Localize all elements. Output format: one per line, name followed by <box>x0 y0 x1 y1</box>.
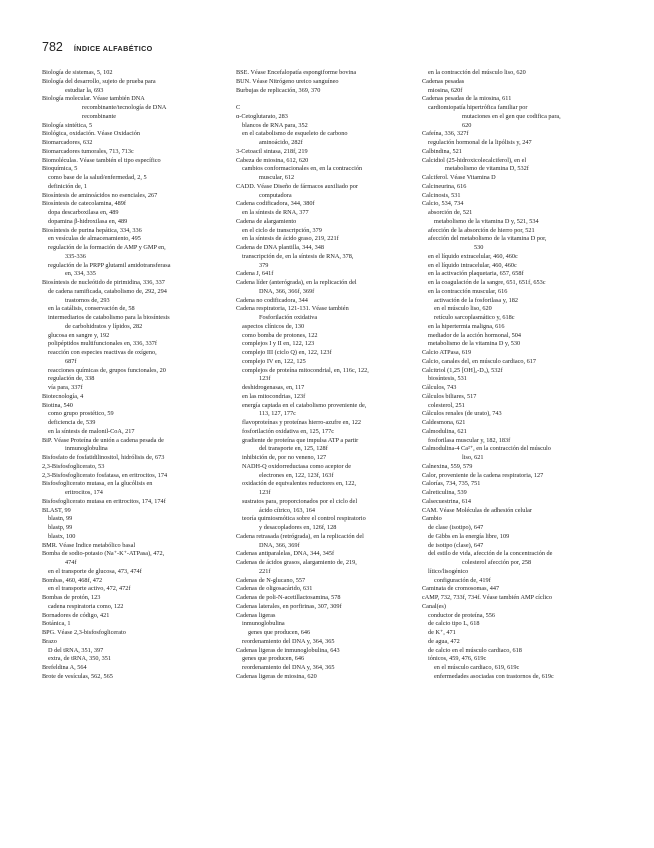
index-entry: Biosíntesis de catecolamina, 489f <box>42 200 127 208</box>
index-subentry: vía para, 337f <box>48 384 83 391</box>
index-subentry: metabolismo de la vitamina D y, 530 <box>428 340 521 348</box>
index-subentry: 474f <box>65 559 77 566</box>
index-subentry: configuración de, 419f <box>434 576 491 584</box>
index-entry: Bisfosfoglicerato mutasa, en la glucólisis en <box>42 480 153 488</box>
index-subentry: en el músculo cardiaco, 619, 619c <box>434 664 520 671</box>
index-entry: Calcitriol (1,25 [OH]₂-D₃), 532f <box>422 366 503 374</box>
index-subentry: regulación hormonal de la lipólisis y, 247 <box>428 139 532 146</box>
index-entry: Cabeza de miosina, 612, 620 <box>236 156 309 164</box>
index-subentry: en la coagulación de la sangre, 651, 651f, 653c <box>428 279 546 286</box>
index-subentry: mediador de la acción hormonal, 504 <box>428 331 522 339</box>
index-subentry: metabolismo de la vitamina D y, 521, 534 <box>434 217 539 225</box>
index-entry: Cadenas ligeras de inmunoglobulina, 643 <box>236 646 340 654</box>
index-subentry: en la contracción del músculo liso, 620 <box>428 69 526 76</box>
index-subentry: 335-336 <box>65 252 86 260</box>
index-entry: Brefeldina A, 564 <box>42 664 87 671</box>
index-subentry: muscular, 612 <box>259 174 295 181</box>
index-entry: Bioquímica, 5 <box>42 165 78 173</box>
index-subentry: electrones en, 122, 123f, 163f <box>259 471 334 479</box>
index-subentry: computadora <box>259 191 292 199</box>
index-subentry: teoría quimiosmótica sobre el control respiratorio <box>242 515 366 523</box>
page-number: 782 <box>42 40 63 54</box>
index-entry: Cadenas ligeras de miosina, 620 <box>236 672 317 680</box>
index-entry: Cadena retrasada (retrógrada), en la replicación del <box>236 532 364 540</box>
index-entry: Cadenas de oligosacárido, 631 <box>236 585 313 593</box>
index-subentry: iónicos, 459, 476, 619c <box>428 655 487 663</box>
index-entry: Brote de vesículas, 562, 565 <box>42 672 113 680</box>
index-subentry: en la síntesis de malonil-CoA, 217 <box>48 427 135 435</box>
index-subentry: deficiencia de, 539 <box>48 419 96 426</box>
index-entry: Caminata de cromosomas, 447 <box>422 585 500 593</box>
index-subentry: reacciones químicas de, grupos funcionales, 20 <box>48 366 166 374</box>
index-subentry: en vesículas de almacenamiento, 495 <box>48 235 141 243</box>
index-subentry: y desacopladores en, 126f, 128 <box>259 524 337 531</box>
index-entry: Cadenas de ácidos grasos, alargamiento de, 219, <box>236 559 357 566</box>
running-head: ÍNDICE ALFABÉTICO <box>73 44 153 53</box>
index-entry: 2,3-Bisfosfoglicerato fosfatasa, en eritrocitos, 174 <box>42 471 168 479</box>
index-subentry: en el líquido extracelular, 460, 460c <box>428 252 518 260</box>
index-entry: Cálculos renales (de urato), 743 <box>422 410 502 418</box>
index-subentry: blastn, 99 <box>48 515 73 523</box>
index-subentry: cadena respiratoria como, 122 <box>48 602 124 610</box>
index-entry: Bornadores de código, 421 <box>42 611 110 619</box>
index-entry: Cálculos biliares, 517 <box>422 392 477 400</box>
index-subentry: metabolismo de vitamina D, 532f <box>445 165 529 173</box>
index-subentry: en la contracción muscular, 616 <box>428 287 508 295</box>
index-subentry: en el ciclo de transcripción, 379 <box>242 226 322 234</box>
index-entry: Calciferol. Véase Vitamina D <box>422 174 496 181</box>
index-subentry: de isotipo (clase), 647 <box>428 541 484 549</box>
index-subentry: colesterol afección por, 258 <box>462 559 532 566</box>
index-subentry: energía captada en el catabolismo proveniente de, <box>242 401 367 409</box>
index-entry: BPG. Véase 2,3-bisfosfoglicerato <box>42 629 126 636</box>
index-entry: Calreticulina, 539 <box>422 489 467 496</box>
index-subentry: fosforilación oxidativa en, 125, 177c <box>242 427 334 435</box>
index-subentry: conductor de proteína, 556 <box>428 611 495 619</box>
index-subentry: como bomba de protones, 122 <box>242 331 318 339</box>
index-subentry: 123f <box>259 489 271 496</box>
index-entry: BLAST, 99 <box>42 506 71 514</box>
index-subentry: afección del metabolismo de la vitamina D por, <box>428 235 547 243</box>
index-subentry: en el catabolismo de esqueleto de carbono <box>242 130 348 138</box>
index-subentry: deshidrogenasas, en, 117 <box>242 384 305 391</box>
index-subentry: en la hipertermia maligna, 616 <box>428 322 505 330</box>
index-subentry: reacción con especies reactivas de oxígeno, <box>48 349 157 356</box>
index-subentry: cambios conformacionales en, en la contracción <box>242 165 363 173</box>
index-subentry: extra, de tRNA, 350, 351 <box>48 655 112 663</box>
index-entry: Calor, proveniente de la cadena respiratoria, 127 <box>422 471 544 479</box>
index-subentry: inmunoglobulina <box>242 620 285 628</box>
index-entry: Bomba de sodio-potasio (Na⁺-K⁺-ATPasa), 472, <box>42 550 165 558</box>
index-subentry: activación de la fosforilasa y, 182 <box>434 296 518 304</box>
index-subentry: miosina, 620f <box>428 86 463 94</box>
index-subentry: de cadena ramificada, catabolismo de, 292, 294 <box>48 287 167 295</box>
index-entry: α-Cetoglutarato, 283 <box>236 112 288 120</box>
index-entry: Bombas de protón, 123 <box>42 594 101 601</box>
index-column-3 <box>422 69 620 682</box>
index-subentry: liso, 621 <box>462 454 484 461</box>
index-subentry: 687f <box>65 357 77 365</box>
index-subentry: regulación de, 338 <box>48 375 95 383</box>
index-subentry: genes que producen, 646 <box>242 655 305 663</box>
index-entry: CADD. Véase Diseño de fármacos auxiliado por <box>236 182 358 190</box>
index-entry: Calcineurina, 616 <box>422 182 467 190</box>
page-header <box>42 40 153 54</box>
index-entry: 2,3-Bisfosfoglicerato, 53 <box>42 462 105 470</box>
index-subentry: 379 <box>259 261 269 269</box>
index-subentry: complejo IV en, 122, 125 <box>242 357 306 365</box>
index-subentry: blastx, 100 <box>48 532 76 540</box>
index-subentry: blastp, 99 <box>48 524 73 531</box>
index-entry: Calcinosis, 531 <box>422 191 461 199</box>
index-entry: Calnexina, 559, 579 <box>422 462 473 470</box>
index-entry: Calmodulina-4 Ca²⁺, en la contracción del músculo <box>422 445 551 453</box>
index-subentry: aminoácido, 282f <box>259 139 303 146</box>
index-subentry: reordenamiento del DNA y, 364, 365 <box>242 664 335 671</box>
index-subentry: cardiomiopatía hipertrófica familiar por <box>428 104 528 111</box>
index-subentry: biosíntesis, 531 <box>428 375 467 383</box>
index-subentry: 620 <box>462 121 472 129</box>
index-subentry: NADH-Q oxidorreductasa como aceptor de <box>242 462 351 470</box>
index-entry: Cadena codificadora, 344, 380f <box>236 200 315 208</box>
index-entry: Cadenas antiparalelas, DNA, 344, 345f <box>236 550 335 558</box>
index-subentry: en el líquido intracelular, 460, 460c <box>428 261 517 269</box>
index-subentry: eritrocitos, 174 <box>65 489 103 496</box>
index-subentry: sustratos para, proporcionados por el ciclo del <box>242 497 358 505</box>
index-entry: Biosíntesis de purina hepática, 334, 336 <box>42 226 142 234</box>
index-entry: Cálculos, 743 <box>422 384 457 391</box>
index-subentry: del estilo de vida, afección de la concentración de <box>428 550 553 558</box>
index-subentry: oxidación de equivalentes reductores en, 122, <box>242 480 357 488</box>
index-subentry: absorción de, 521 <box>428 209 473 216</box>
index-subentry: de K⁺, 471 <box>428 629 456 636</box>
index-subentry: en el transporte activo, 472, 472f <box>48 585 131 593</box>
index-subentry: fosforilasa muscular y, 182, 183f <box>428 436 511 444</box>
index-entry: BiP. Véase Proteína de unión a cadena pesada de <box>42 436 164 444</box>
index-subentry: en el músculo liso, 620 <box>434 305 492 313</box>
index-entry: Cafeína, 336, 327f <box>422 130 469 138</box>
index-entry: Bisfosfato de fosfatidilinositol, hidrólisis de, 673 <box>42 454 165 461</box>
index-subentry: 113, 127, 177c <box>259 410 296 418</box>
index-entry: Biología molecular. Véase también DNA <box>42 95 145 103</box>
index-entry: Calmodulina, 621 <box>422 427 467 435</box>
index-subentry: enfermedades asociadas con trastornos de, 619c <box>434 672 554 680</box>
index-subentry: inmunoglobulina <box>65 445 108 453</box>
index-column-2 <box>236 69 418 682</box>
index-subentry: en el transporte de glucosa, 473, 474f <box>48 567 142 575</box>
index-entry: C <box>236 104 241 111</box>
index-subentry: de calcio tipo L, 618 <box>428 620 480 628</box>
index-subentry: definición de, 1 <box>48 182 88 190</box>
index-subentry: retículo sarcoplasmático y, 618c <box>434 314 515 321</box>
index-entry: BMR. Véase Índice metabólico basal <box>42 541 136 549</box>
index-subentry: DNA, 366, 369f <box>259 541 300 549</box>
index-column-1 <box>42 69 224 682</box>
index-entry: Calcidiol (25-hidroxicolecalciferol), en el <box>422 156 527 164</box>
index-subentry: transcripción de, en la síntesis de RNA, 378, <box>242 252 354 260</box>
index-subentry: gradiente de proteína que impulsa ATP a partir <box>242 436 359 444</box>
index-entry: 3-Cetoacil sintasa, 218f, 219 <box>236 147 308 155</box>
index-subentry: recombinante <box>82 112 117 120</box>
index-entry: BSE. Véase Encefalopatía espongiforme bovina <box>236 69 357 76</box>
index-subentry: de Gibbs en la energía libre, 109 <box>428 532 510 540</box>
index-entry: Biología del desarrollo, sujeto de prueba para <box>42 77 156 85</box>
index-subentry: ácido cítrico, 163, 164 <box>259 506 316 514</box>
index-entry: Biológica, oxidación. Véase Oxidación <box>42 130 140 138</box>
index-subentry: regulación de la PRPP glutamil amidotransferasa <box>48 261 171 269</box>
index-entry: Cadena de alargamiento <box>236 217 297 225</box>
index-subentry: de agua, 472 <box>428 637 460 645</box>
index-subentry: lítico/lisogénico <box>428 567 469 575</box>
index-entry: Calcio, canales del, en músculo cardiaco, 617 <box>422 357 537 365</box>
index-entry: Cadenas pesadas de la miosina, 611 <box>422 95 512 103</box>
index-subentry: D del tRNA, 351, 397 <box>48 646 104 654</box>
index-entry: Cadenas ligeras <box>236 611 276 619</box>
index-subentry: en las mitocondrias, 123f <box>242 392 306 400</box>
index-entry: Biología de sistemas, 5, 102 <box>42 69 113 76</box>
index-entry: Calcio, 534, 734 <box>422 200 464 208</box>
index-subentry: de clase (isotipo), 647 <box>428 524 484 531</box>
index-subentry: glucosa en sangre y, 192 <box>48 331 110 339</box>
index-subentry: complejo III (ciclo Q) en, 122, 123f <box>242 349 332 356</box>
index-entry: Cadena de DNA plantilla, 344, 348 <box>236 244 325 251</box>
index-entry: Biosíntesis de nucleótido de pirimidina, 336, 337 <box>42 279 165 286</box>
index-entry: Biosíntesis de aminoácidos no esenciales, 267 <box>42 191 158 199</box>
index-subentry: de calcio en el músculo cardiaco, 618 <box>428 646 522 654</box>
index-entry: Cadenas laterales, en porfirinas, 307, 309f <box>236 602 342 610</box>
index-entry: BUN. Véase Nitrógeno ureico sanguíneo <box>236 77 339 85</box>
index-subentry: colesterol, 251 <box>428 401 465 409</box>
index-entry: Calsecuestrina, 614 <box>422 497 471 505</box>
index-subentry: genes que producen, 646 <box>248 629 311 636</box>
index-subentry: DNA, 366, 366f, 369f <box>259 287 315 295</box>
index-entry: Bisfosfoglicerato mutasa en eritrocitos, 174, 174f <box>42 497 166 505</box>
index-subentry: 123f <box>259 375 271 383</box>
index-subentry: trastornos de, 293 <box>65 296 110 304</box>
index-entry: Calorías, 734, 735, 751 <box>422 480 481 488</box>
index-entry: Botánica, 1 <box>42 620 71 628</box>
index-subentry: como grupo prostético, 59 <box>48 410 114 418</box>
index-subentry: 530 <box>474 244 484 251</box>
index-entry: Biotina, 540 <box>42 401 73 409</box>
index-subentry: mutaciones en el gen que codifica para, <box>462 112 561 120</box>
index-entry: Calcio ATPasa, 619 <box>422 349 472 356</box>
index-subentry: intermediarios de catabolismo para la biosíntesis <box>48 314 170 321</box>
index-subentry: reordenamiento del DNA y, 364, 365 <box>242 637 335 645</box>
index-entry: Cadenas pesadas <box>422 77 465 85</box>
index-entry: Caldesmona, 621 <box>422 419 466 426</box>
index-subentry: inhibición de, por no veneno, 127 <box>242 454 327 461</box>
index-entry: Cadena líder (anterógrada), en la replicación del <box>236 279 357 286</box>
index-subentry: del transporte en, 125, 128f <box>259 445 328 453</box>
index-entry: Cadena respiratoria, 121-131. Véase también <box>236 305 349 313</box>
index-entry: Cadena J, 641f <box>236 270 274 278</box>
index-subentry: estudiar la, 693 <box>65 86 104 94</box>
index-entry: Cadenas de poli-N-acetillactosamina, 578 <box>236 594 341 601</box>
index-entry: Calbindina, 521 <box>422 147 462 155</box>
index-entry: cAMP, 732, 733f, 734f. Véase también AMP cíclico <box>422 594 553 601</box>
index-subentry: en, 334, 335 <box>65 270 96 278</box>
index-entry: Biomarcadores tumorales, 713, 713c <box>42 147 134 155</box>
index-subentry: en la síntesis de ácido graso, 219, 221f <box>242 235 339 243</box>
index-subentry: en la catálisis, conservación de, 58 <box>48 305 135 313</box>
index-subentry: flavoproteínas y proteínas hierro-azufre en, 122 <box>242 419 362 426</box>
index-subentry: de carbohidratos y lípidos, 282 <box>65 322 143 330</box>
index-entry: Cambio <box>422 515 442 523</box>
index-entry: Biología sintética, 5 <box>42 121 93 129</box>
index-subentry: regulación de la formación de AMP y GMP en, <box>48 244 166 251</box>
index-subentry: en la síntesis de RNA, 377 <box>242 209 309 216</box>
index-entry: Cadena no codificadora, 344 <box>236 296 308 304</box>
index-subentry: recombinante/tecnología de DNA <box>82 104 167 111</box>
index-subentry: Fosforilación oxidativa <box>259 314 318 321</box>
index-subentry: afección de la absorción de hierro por, 521 <box>428 226 535 234</box>
index-subentry: como base de la salud/enfermedad, 2, 5 <box>48 174 147 181</box>
index-subentry: complejos de proteína mitocondrial, en, 116c, 122, <box>242 366 369 374</box>
index-entry: Biomoléculas. Véase también el tipo específico <box>42 156 161 164</box>
index-entry: Bombas, 460, 468f, 472 <box>42 576 103 584</box>
index-entry: CAM. Véase Moléculas de adhesión celular <box>422 506 532 514</box>
index-entry: Biotecnología, 4 <box>42 392 84 400</box>
index-subentry: complejos I y II en, 122, 123 <box>242 340 315 348</box>
index-gap <box>236 95 418 104</box>
index-entry: Cadenas de N-glucano, 557 <box>236 576 306 584</box>
index-subentry: aspectos clínicos de, 130 <box>242 322 305 330</box>
index-entry: Brazo <box>42 637 57 645</box>
index-subentry: dopamina β-hidroxilasa en, 489 <box>48 217 128 225</box>
index-subentry: polipéptidos multifuncionales en, 336, 337f <box>48 340 158 348</box>
index-subentry: blancos de RNA para, 352 <box>242 121 308 129</box>
index-subentry: dopa descarboxilasa en, 489 <box>48 209 119 216</box>
index-entry: Biomarcadores, 632 <box>42 139 93 146</box>
index-subentry: 221f <box>259 567 271 575</box>
index-entry: Canal(es) <box>422 602 446 610</box>
index-subentry: en la activación plaquetaria, 657, 658f <box>428 270 524 278</box>
index-entry: Burbujas de replicación, 369, 370 <box>236 86 321 94</box>
